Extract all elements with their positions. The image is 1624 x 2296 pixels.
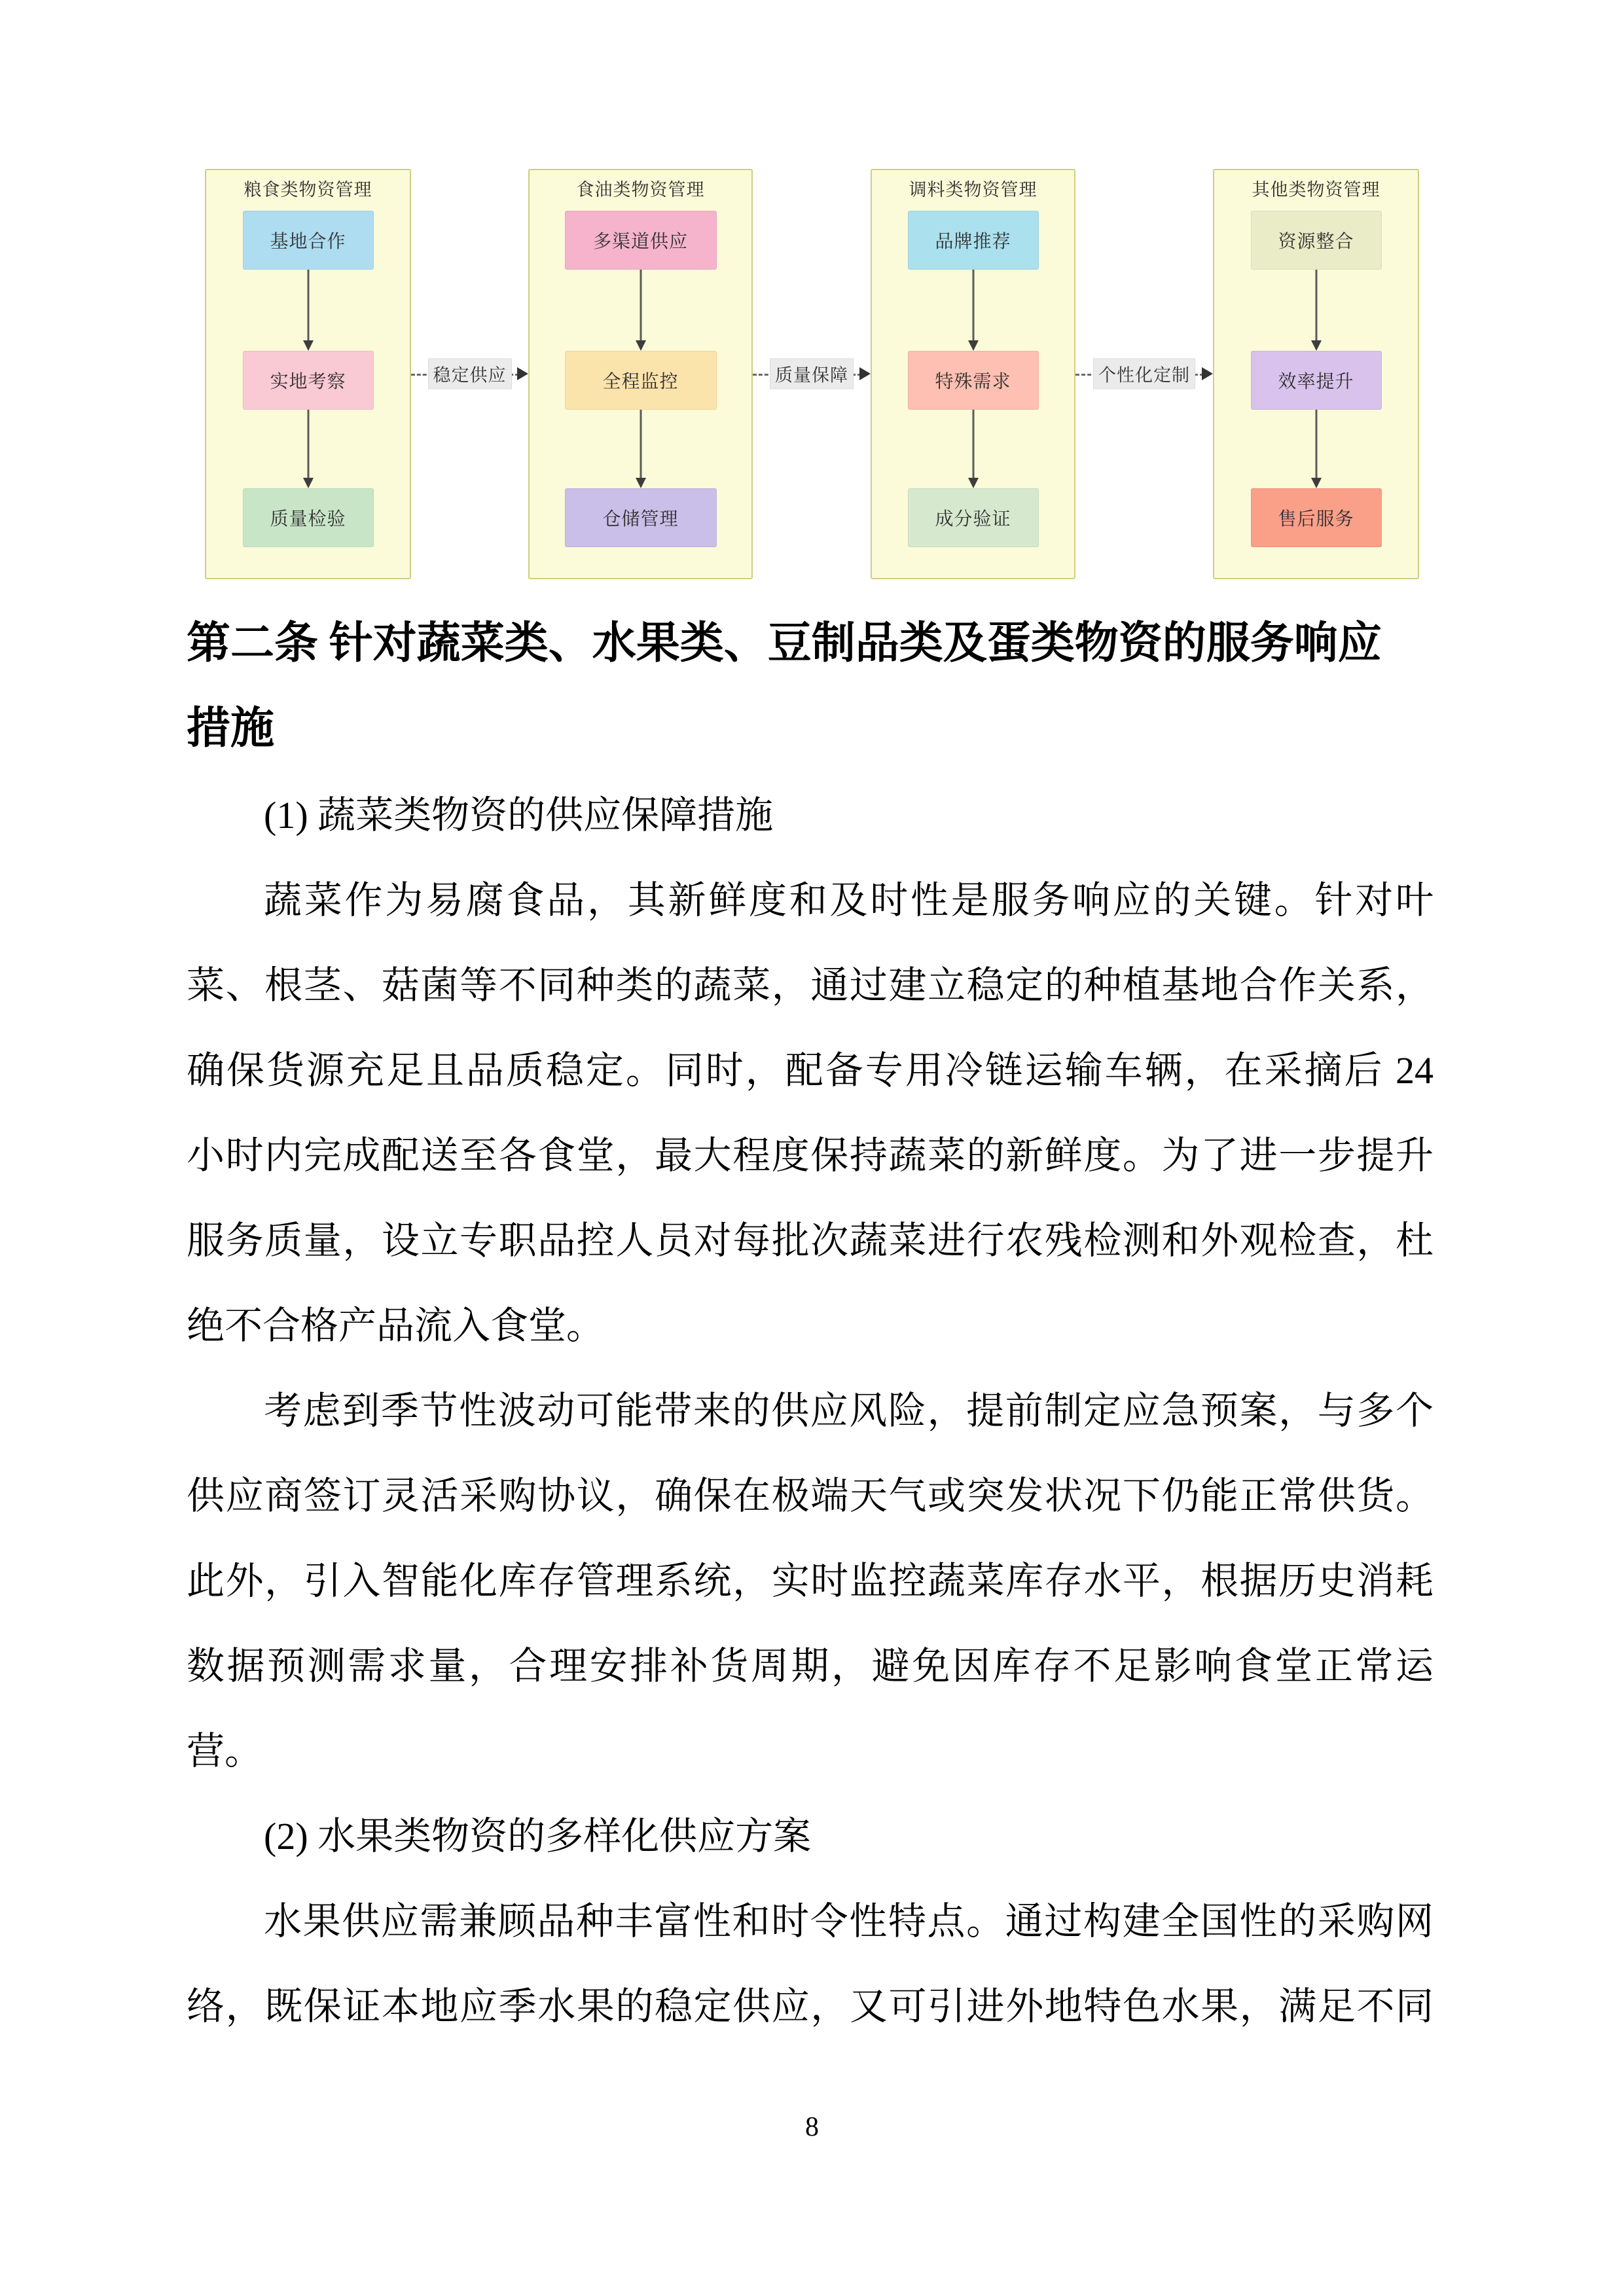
panel-title: 粮食类物资管理 bbox=[244, 180, 372, 200]
panel-title: 食油类物资管理 bbox=[576, 180, 705, 200]
down-arrow-icon bbox=[636, 410, 646, 488]
flow-node bbox=[565, 488, 717, 547]
flow-node-label: 全程监控 bbox=[602, 371, 679, 391]
flow-node bbox=[908, 211, 1039, 270]
body-line: 考虑到季节性波动可能带来的供应风险，提前制定应急预案，与多个 bbox=[264, 1390, 1434, 1432]
body-line: 供应商签订灵活采购协议，确保在极端天气或突发状况下仍能正常供货。 bbox=[187, 1475, 1434, 1517]
flow-panel-grain bbox=[205, 169, 411, 579]
flow-node-label: 基地合作 bbox=[270, 231, 346, 251]
flow-panel-seasoning bbox=[871, 169, 1075, 579]
flow-panel-oil bbox=[528, 169, 753, 579]
flow-node-label: 资源整合 bbox=[1278, 231, 1354, 251]
down-arrow-icon bbox=[303, 270, 314, 351]
down-arrow-icon bbox=[968, 270, 979, 351]
down-arrow-icon bbox=[968, 410, 979, 488]
body-line: 营。 bbox=[187, 1730, 263, 1772]
body-line: 此外，引入智能化库存管理系统，实时监控蔬菜库存水平，根据历史消耗 bbox=[187, 1560, 1434, 1602]
flow-node bbox=[243, 351, 374, 410]
flow-node-label: 特殊需求 bbox=[935, 371, 1011, 391]
edge-label: 质量保障 bbox=[770, 359, 854, 389]
flow-node-label: 效率提升 bbox=[1278, 371, 1354, 391]
flow-node bbox=[243, 211, 374, 270]
down-arrow-icon bbox=[303, 410, 314, 488]
flow-node bbox=[908, 488, 1039, 547]
flow-node bbox=[1251, 488, 1382, 547]
flow-node-label: 实地考察 bbox=[270, 371, 346, 391]
flow-connector bbox=[753, 362, 871, 386]
flow-node bbox=[565, 351, 717, 410]
body-line: 菜、根茎、菇菌等不同种类的蔬菜，通过建立稳定的种植基地合作关系， bbox=[187, 964, 1434, 1007]
flow-connector bbox=[411, 362, 528, 386]
body-line: 络，既保证本地应季水果的稳定供应，又可引进外地特色水果，满足不同 bbox=[187, 1985, 1434, 2028]
flow-node bbox=[1251, 351, 1382, 410]
flow-node bbox=[1251, 211, 1382, 270]
body-line: 数据预测需求量，合理安排补货周期，避免因库存不足影响食堂正常运 bbox=[187, 1645, 1434, 1687]
flow-node-label: 成分验证 bbox=[935, 509, 1011, 529]
flow-node bbox=[908, 351, 1039, 410]
down-arrow-icon bbox=[636, 270, 646, 351]
edge-label: 稳定供应 bbox=[428, 359, 512, 389]
body-text bbox=[187, 773, 1434, 2049]
down-arrow-icon bbox=[1311, 410, 1322, 488]
heading-line: 措施 bbox=[187, 704, 274, 753]
body-line: 确保货源充足且品质稳定。同时，配备专用冷链运输车辆，在采摘后 24 bbox=[187, 1049, 1434, 1092]
flow-node-label: 质量检验 bbox=[270, 509, 346, 529]
flow-node-label: 品牌推荐 bbox=[935, 231, 1011, 251]
body-line: 水果供应需兼顾品种丰富性和时令性特点。通过构建全国性的采购网 bbox=[264, 1900, 1434, 1943]
right-arrow-icon bbox=[859, 367, 871, 380]
page-number: 8 bbox=[805, 2112, 819, 2142]
flow-node bbox=[565, 211, 717, 270]
panel-title: 其他类物资管理 bbox=[1252, 180, 1380, 200]
section-heading bbox=[187, 601, 1434, 771]
down-arrow-icon bbox=[1311, 270, 1322, 351]
body-line: (2) 水果类物资的多样化供应方案 bbox=[264, 1815, 812, 1857]
flow-node-label: 仓储管理 bbox=[602, 509, 679, 529]
edge-label: 个性化定制 bbox=[1093, 359, 1195, 389]
body-line: 绝不合格产品流入食堂。 bbox=[187, 1304, 605, 1347]
body-line: 蔬菜作为易腐食品，其新鲜度和及时性是服务响应的关键。针对叶 bbox=[264, 879, 1434, 922]
flow-node-label: 多渠道供应 bbox=[592, 231, 688, 251]
supply-flowchart bbox=[0, 0, 1624, 602]
flow-node-label: 售后服务 bbox=[1278, 509, 1354, 529]
heading-line: 第二条 针对蔬菜类、水果类、豆制品类及蛋类物资的服务响应 bbox=[187, 619, 1382, 668]
body-line: (1) 蔬菜类物资的供应保障措施 bbox=[264, 794, 774, 836]
panel-title: 调料类物资管理 bbox=[909, 180, 1038, 200]
flow-node bbox=[243, 488, 374, 547]
right-arrow-icon bbox=[517, 367, 528, 380]
body-line: 服务质量，设立专职品控人员对每批次蔬菜进行农残检测和外观检查，杜 bbox=[187, 1219, 1434, 1262]
body-line: 小时内完成配送至各食堂，最大程度保持蔬菜的新鲜度。为了进一步提升 bbox=[187, 1134, 1434, 1177]
flow-connector bbox=[1075, 362, 1213, 386]
right-arrow-icon bbox=[1202, 367, 1213, 380]
flow-panel-other bbox=[1213, 169, 1419, 579]
